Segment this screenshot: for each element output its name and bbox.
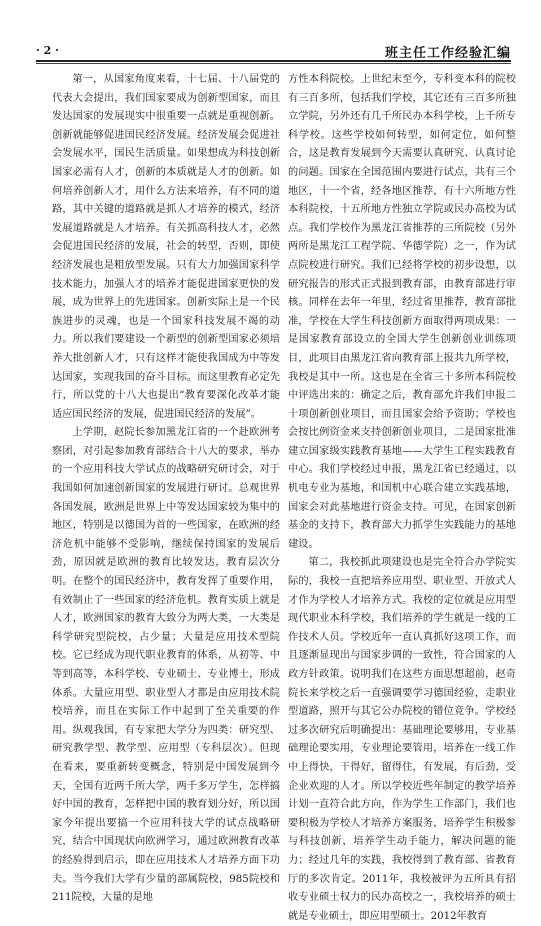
page-number: · 2 · bbox=[36, 44, 59, 57]
paragraph: 上学期，赵院长参加黑龙江省的一个赴欧洲考察团，对引起参加教育部结合十八大的要求，举办的一个应用科技大学试点的战略研究研讨会，对于我国如何加速创新国家的发展进行研讨。总观世界各国发展，欧洲是世界上中等发达国家较为集中的地区，特别是以德国为首的一些国家，在欧洲的经济危机中能够不受影响，继续保持国家的发展后劲，原因就是欧洲的教育比较发达，教育层次分明。在整个的国民经济中，教育发挥了重要作用，有效制止了一些国家的经济危机。教育实质上就是人才，欧洲国家的教育大致分为两大类，一大类是科学研究型院校，占少量；大量是应用技术型院校。它已经成为现代职业教育的体系，从初等、中等到高等，本科学校、专业硕士、专业博士，形成体系。大量应用型、职业型人才都是由应用技术院校培养，而且在实际工作中起到了至关重要的作用。纵观我国，有专家把大学分为四类：研究型、研究教学型、教学型、应用型（专科层次）。但现在看来，要重新转变概念，特别是中国发展到今天，全国有近两千所大学，两千多万学生，怎样搞好中国的教育，怎样把中国的教育划分好，所以国家今年提出要搞一个应用科技大学的试点战略研究，结合中国现状向欧洲学习，通过欧洲教育改革的经验得到启示，即在应用技术人才培养方面下功夫。当今我们大学有少量的部属院校，985院校和211院校，大量的是地 bbox=[52, 427, 280, 904]
journal-title: 班主任工作经验汇编 bbox=[384, 46, 511, 61]
header-rule-thin bbox=[36, 63, 511, 64]
paragraph-continued: 方性本科院校。上世纪末至今，专科变本科的院校有三百多所，包括我们学校，其它还有三百多所独立学院，另外还有几千所民办本科学校，上千所专科学校。这些学校如何转型，如何定位，如何整合，这是教育发展到今天需要认真研究、认真讨论的问题。国家在全国范围内要进行试点，共有三个地区，十一个省，经各地区推荐，有十六所地方性本科院校，十五所地方性独立学院或民办高校为试点。我们学校作为黑龙江省推荐的三所院校（另外两所是黑龙江工程学院、华德学院）之一，作为试点院校进行研究。我们已经将学校的初步设想，以研究报告的形式正式报到教育部，由教育部进行审核。同样在去年一年里，经过省里推荐，教育部批准，学校在大学生科技创新方面取得两项成果：一是国家教育部设立的全国大学生创新创业训练项目，此项目由黑龙江省向教育部上报共九所学校，我校是其中一所。这也是在全省三十多所本科院校中评选出来的：确定之后，教育部允许我们申报二十项创新创业项目，而且国家会给予资助；学校也会按比例资金来支持创新创业项目，二是国家批准建立国家级实践教育基地——大学生工程实践教育中心。我们学校经过申报，黑龙江省已经通过，以机电专业为基地，和国机中心联合建立实践基地，国家会对此基地进行资金支持。可见，在国家创新基金的支持下，教育部大力抓学生实践能力的基地建设。 bbox=[288, 74, 516, 550]
paragraph: 第一，从国家角度来看，十七届、十八届党的代表大会提出，我们国家要成为创新型国家，而且发达国家的发展现实中很重要一点就是重视创新。创新就能够促进国民经济发展。经济发展会促进社会发展水平，国民生活质量。如果想成为科技创新国家必需有人才，创新的本质就是人才的创新。如何培养创新人才，用什么方法来培养，有不同的道路，其中关键的道路就是抓人才培养的模式，经济发展道路就是人才培养。有关抓高科技人才，必然会促进国民经济的发展，社会的转型，否则，即使经济发展也是粗放型发展。只有大力加强国家科学技术能力，加强人才的培养才能促进国家更快的发展，成为世界上的先进国家。创新实际上是一个民族进步的灵魂，也是一个国家科技发展不竭的动力。所以我们要建设一个新型的创新型国家必须培养大批创新人才，只有这样才能使我国成为中等发达国家，实现我国的奋斗目标。而这里教育必定先行，所以党的十八大也提出“教育要深化改革才能适应国民经济的发展，促进国民经济的发展”。 bbox=[52, 74, 280, 420]
running-header bbox=[36, 42, 511, 60]
right-column bbox=[288, 71, 516, 922]
left-column bbox=[52, 71, 280, 904]
paragraph: 第二，我校抓此项建设也是完全符合办学院实际的，我校一直把培养应用型、职业型、开放式人才作为学校人才培养方式。我校的定位就是应用型现代职业本科学校，我们培养的学生就是一线的工作技术人员。学校近年一直认真抓好这项工作，而且逐渐显现出与国家步调的一致性，符合国家的人政方针政策。说明我们在这些方面思想超前，赵奇院长来学校之后一直强调要学习德国经验，走职业型道路，照开与其它公办院校的错位竞争。学校经过多次研究后明确提出：基础理论要够用，专业基础理论要实用，专业理论要管用，培养在一线工作中上得快，干得好，留得住，有发展，有后劲，受企业欢迎的人才。所以学校近些年制定的教学培养计划一直符合此方向，作为学生工作部门，我们也要积极为学校人才培养方案服务，培养学生积极参与科技创新，培养学生动手能力，解决问题的能力；经过几年的实践，我校得到了教育部、省教育厅的多次肯定。2011年，我校被评为五所具有招收专业硕士权力的民办高校之一，我校培养的硕士就是专业硕士，即应用型硕士。2012年教育 bbox=[288, 557, 516, 922]
header-rule-thick bbox=[36, 60, 511, 62]
